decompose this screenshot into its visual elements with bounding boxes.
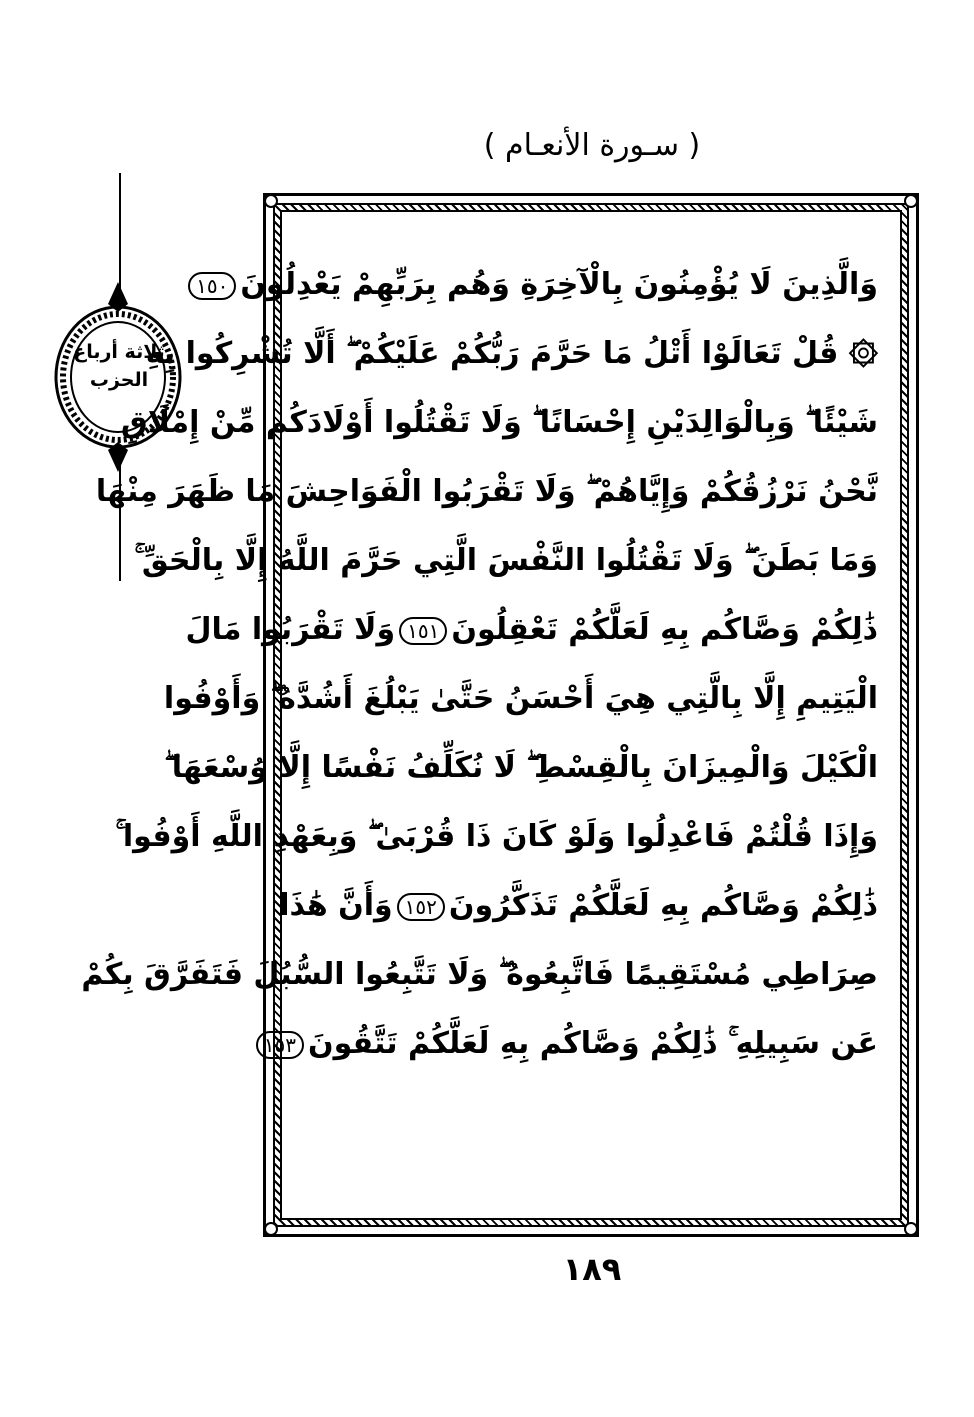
verse-text: ذَٰلِكُمْ وَصَّاكُم بِهِ لَعَلَّكُمْ تَذَكَّرُونَ <box>448 888 878 923</box>
verse-line <box>115 802 878 871</box>
verse-line <box>81 940 878 1009</box>
verse-line <box>164 733 878 802</box>
verse-text: شَيْئًا ۖ وَبِالْوَالِدَيْنِ إِحْسَانًا ۖ وَلَا تَقْتُلُوا أَوْلَادَكُم مِّنْ إِمْلَاقٍ <box>120 405 878 440</box>
verse-text: ذَٰلِكُمْ وَصَّاكُم بِهِ لَعَلَّكُمْ تَعْقِلُونَ <box>451 612 878 647</box>
verse-text: ۞ قُلْ تَعَالَوْا أَتْلُ مَا حَرَّمَ رَبُّكُمْ عَلَيْكُمْ ۖ أَلَّا تُشْرِكُوا بِهِ <box>145 336 878 371</box>
verse-line <box>120 388 878 457</box>
verse-text-continued: وَلَا تَقْرَبُوا مَالَ <box>185 612 396 647</box>
verse-line <box>279 871 878 940</box>
corner-ornament-icon <box>904 194 918 208</box>
verse-line <box>263 1009 878 1078</box>
ayah-number-marker: ١٥٣ <box>256 1031 304 1059</box>
corner-ornament-icon <box>904 1222 918 1236</box>
verse-text: وَإِذَا قُلْتُمْ فَاعْدِلُوا وَلَوْ كَانَ ذَا قُرْبَىٰ ۖ وَبِعَهْدِ اللَّهِ أَوْفُوا ۚ <box>115 819 878 854</box>
verse-text: عَن سَبِيلِهِ ۚ ذَٰلِكُمْ وَصَّاكُم بِهِ لَعَلَّكُمْ تَتَّقُونَ <box>308 1026 878 1061</box>
verse-text: وَالَّذِينَ لَا يُؤْمِنُونَ بِالْآخِرَةِ وَهُم بِرَبِّهِمْ يَعْدِلُونَ <box>240 267 878 302</box>
verse-line <box>163 664 878 733</box>
verse-line <box>134 526 878 595</box>
verse-text: نَّحْنُ نَرْزُقُكُمْ وَإِيَّاهُمْ ۖ وَلَا تَقْرَبُوا الْفَوَاحِشَ مَا ظَهَرَ مِنْهَا <box>95 474 878 509</box>
corner-ornament-icon <box>264 194 278 208</box>
hizb-marker-label: ثلاثة أرباع الحزب <box>73 341 165 391</box>
verse-line <box>145 319 878 388</box>
verse-line <box>95 457 878 526</box>
verse-line <box>196 250 878 319</box>
verse-text: الْيَتِيمِ إِلَّا بِالَّتِي هِيَ أَحْسَنُ حَتَّىٰ يَبْلُغَ أَشُدَّهُ ۖ وَأَوْفُوا <box>163 681 878 716</box>
verse-line <box>185 595 878 664</box>
verse-text-continued: وَأَنَّ هَٰذَا <box>279 888 393 923</box>
ayah-number-marker: ١٥٠ <box>188 272 236 300</box>
verse-text: وَمَا بَطَنَ ۖ وَلَا تَقْتُلُوا النَّفْسَ الَّتِي حَرَّمَ اللَّهُ إِلَّا بِالْحَقِّ ۚ <box>134 543 878 578</box>
ayah-number-marker: ١٥٢ <box>397 893 445 921</box>
verse-text: صِرَاطِي مُسْتَقِيمًا فَاتَّبِعُوهُ ۖ وَلَا تَتَّبِعُوا السُّبُلَ فَتَفَرَّقَ بِكُمْ <box>81 957 878 992</box>
verse-text: الْكَيْلَ وَالْمِيزَانَ بِالْقِسْطِ ۖ لَا نُكَلِّفُ نَفْسًا إِلَّا وُسْعَهَا ۖ <box>164 750 878 785</box>
corner-ornament-icon <box>264 1222 278 1236</box>
page-number: ١٨٩ <box>562 1250 622 1288</box>
ayah-number-marker: ١٥١ <box>399 617 447 645</box>
surah-title: ( سـورة الأنعـام ) <box>483 128 701 163</box>
